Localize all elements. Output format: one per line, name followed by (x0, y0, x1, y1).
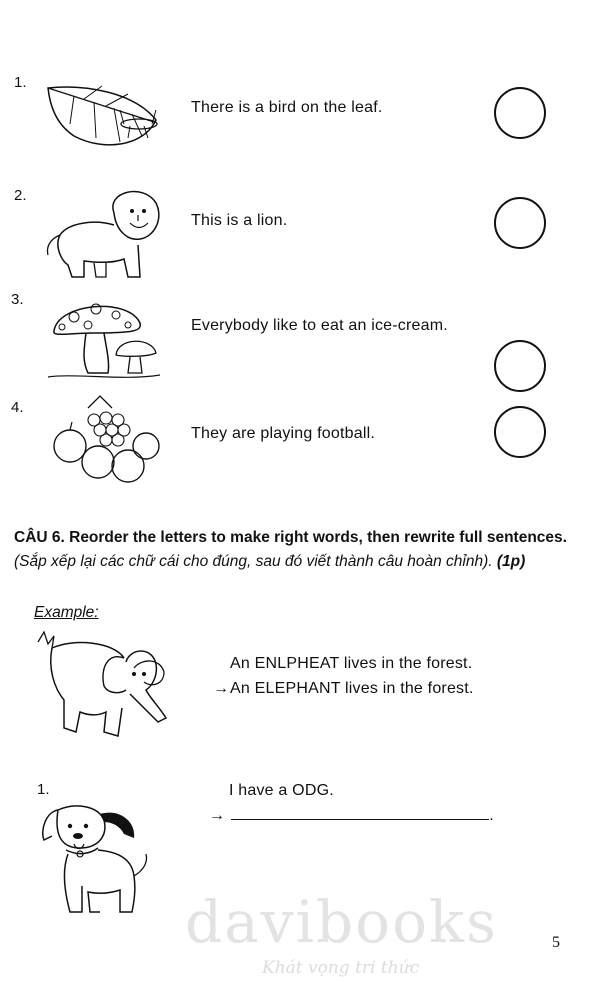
lion-picture (44, 185, 164, 281)
example-answer: An ELEPHANT lives in the forest. (230, 680, 474, 697)
item-2-number: 2. (14, 187, 27, 204)
answer-blank-1[interactable] (231, 818, 489, 820)
item-2-sentence: This is a lion. (191, 212, 288, 229)
answer-line-row (209, 807, 494, 825)
example-question: An ENLPHEAT lives in the forest. (230, 655, 473, 672)
item-4-sentence: They are playing football. (191, 425, 375, 442)
example-arrow: → (213, 680, 230, 697)
exercise-6-translation: (Sắp xếp lại các chữ cái cho đúng, sau đó viết thành câu hoàn chỉnh). (14, 553, 493, 570)
example-label: Example: (34, 604, 99, 621)
exercise-6-instructions (14, 526, 588, 574)
fruits-picture (48, 394, 164, 486)
exercise-6-title: CÂU 6. Reorder the letters to make right words, then rewrite full sentences. (14, 529, 567, 546)
question-1-arrow: → (209, 807, 226, 824)
question-1-number: 1. (37, 781, 50, 798)
item-1-number: 1. (14, 74, 27, 91)
mushrooms-picture (44, 297, 164, 383)
item-3-number: 3. (11, 291, 24, 308)
elephant-picture (34, 628, 170, 746)
watermark-slogan: Khát vọng tri thức (262, 958, 420, 978)
item-4-number: 4. (11, 399, 24, 416)
answer-circle-3[interactable] (494, 340, 546, 392)
answer-circle-2[interactable] (494, 197, 546, 249)
question-1-sentence: I have a ODG. (229, 782, 334, 799)
answer-circle-4[interactable] (494, 406, 546, 458)
page-number: 5 (552, 934, 560, 951)
watermark-brand: davibooks (185, 888, 498, 956)
leaf-insect-picture (44, 80, 162, 152)
answer-line-end: . (489, 807, 494, 824)
answer-circle-1[interactable] (494, 87, 546, 139)
item-3-sentence: Everybody like to eat an ice-cream. (191, 317, 448, 334)
dog-picture (36, 800, 156, 916)
exercise-6-points: (1p) (496, 553, 526, 570)
item-1-sentence: There is a bird on the leaf. (191, 99, 383, 116)
